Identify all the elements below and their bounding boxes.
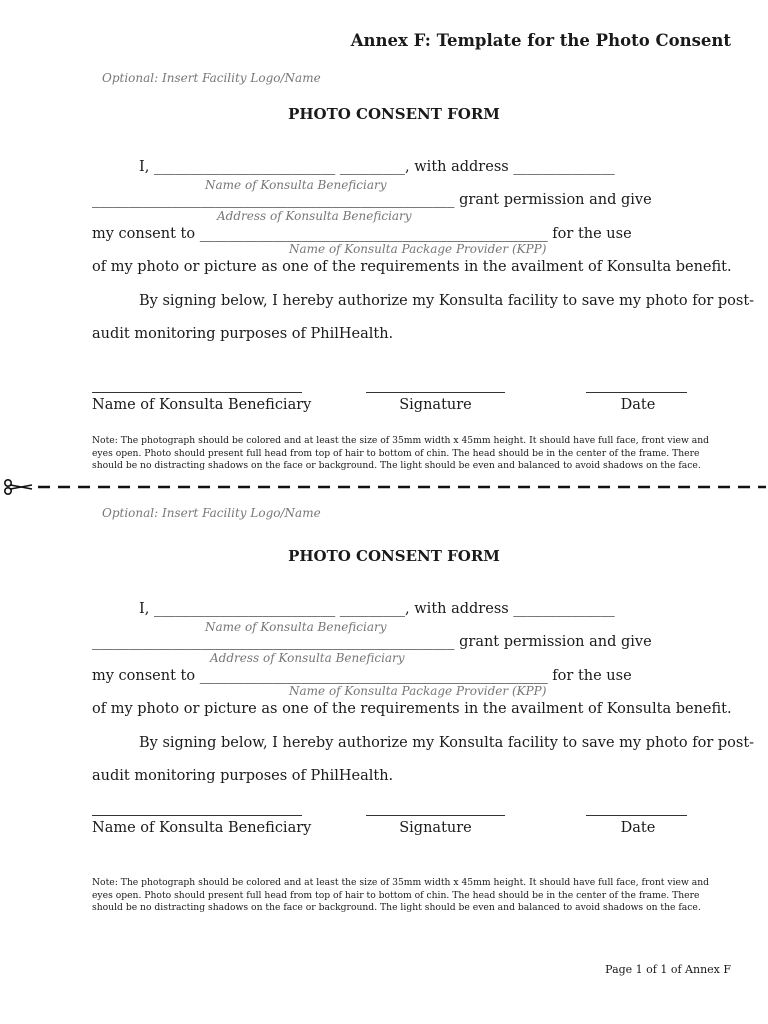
date-field[interactable] [586,392,687,393]
logo-placeholder: Optional: Insert Facility Logo/Name [102,71,321,85]
cut-line [0,477,768,497]
beneficiary-line[interactable]: I, _________________________ _________, with address ______________ [139,159,615,175]
photo-note: Note: The photograph should be colored and at least the size of 35mm width x 45mm height. It should have full face, front view and eyes open. Photo should present full head from top of hair to bottom of chin. The head should be in the center of the frame. There should be no distracting shadows on the face or background. The light should be even and balanced to avoid shadows on the face. [92,435,710,472]
annex-title: Annex F: Template for the Photo Consent [350,31,731,50]
body-text: of my photo or picture as one of the requirements in the availment of Konsulta benefit. [92,259,732,275]
form-title: PHOTO CONSENT FORM [288,105,500,123]
authorization-text-cont: audit monitoring purposes of PhilHealth. [92,326,394,342]
label-signature: Signature [399,397,472,413]
caption-kpp: Name of Konsulta Package Provider (KPP) [289,684,547,698]
scissors-dashed-line [0,477,768,497]
beneficiary-line[interactable]: I, _________________________ _________, with address ______________ [139,601,615,617]
signature-field[interactable] [366,815,505,816]
label-signature: Signature [399,820,472,836]
kpp-line[interactable]: my consent to ________________________________________________ for the use [92,668,632,684]
label-date: Date [620,820,656,836]
authorization-text: By signing below, I hereby authorize my Konsulta facility to save my photo for post- [139,293,755,309]
address-line[interactable]: __________________________________________________ grant permission and give [92,634,652,650]
label-date: Date [620,397,656,413]
authorization-text: By signing below, I hereby authorize my Konsulta facility to save my photo for post- [139,735,755,751]
scissors-icon [5,480,32,494]
logo-placeholder: Optional: Insert Facility Logo/Name [102,506,321,520]
authorization-text-cont: audit monitoring purposes of PhilHealth. [92,768,394,784]
caption-beneficiary-name: Name of Konsulta Beneficiary [205,178,387,192]
label-beneficiary-name: Name of Konsulta Beneficiary [92,820,312,836]
body-text: of my photo or picture as one of the requirements in the availment of Konsulta benefit. [92,701,732,717]
signature-name-field[interactable] [92,392,302,393]
date-field[interactable] [586,815,687,816]
signature-name-field[interactable] [92,815,302,816]
caption-beneficiary-address: Address of Konsulta Beneficiary [210,651,405,665]
kpp-line[interactable]: my consent to ________________________________________________ for the use [92,226,632,242]
caption-kpp: Name of Konsulta Package Provider (KPP) [289,242,547,256]
signature-field[interactable] [366,392,505,393]
form-title: PHOTO CONSENT FORM [288,547,500,565]
caption-beneficiary-name: Name of Konsulta Beneficiary [205,620,387,634]
page-footer: Page 1 of 1 of Annex F [605,963,731,976]
photo-note: Note: The photograph should be colored and at least the size of 35mm width x 45mm height. It should have full face, front view and eyes open. Photo should present full head from top of hair to bottom of chin. The head should be in the center of the frame. There should be no distracting shadows on the face or background. The light should be even and balanced to avoid shadows on the face. [92,877,710,914]
label-beneficiary-name: Name of Konsulta Beneficiary [92,397,312,413]
caption-beneficiary-address: Address of Konsulta Beneficiary [217,209,412,223]
address-line[interactable]: __________________________________________________ grant permission and give [92,192,652,208]
